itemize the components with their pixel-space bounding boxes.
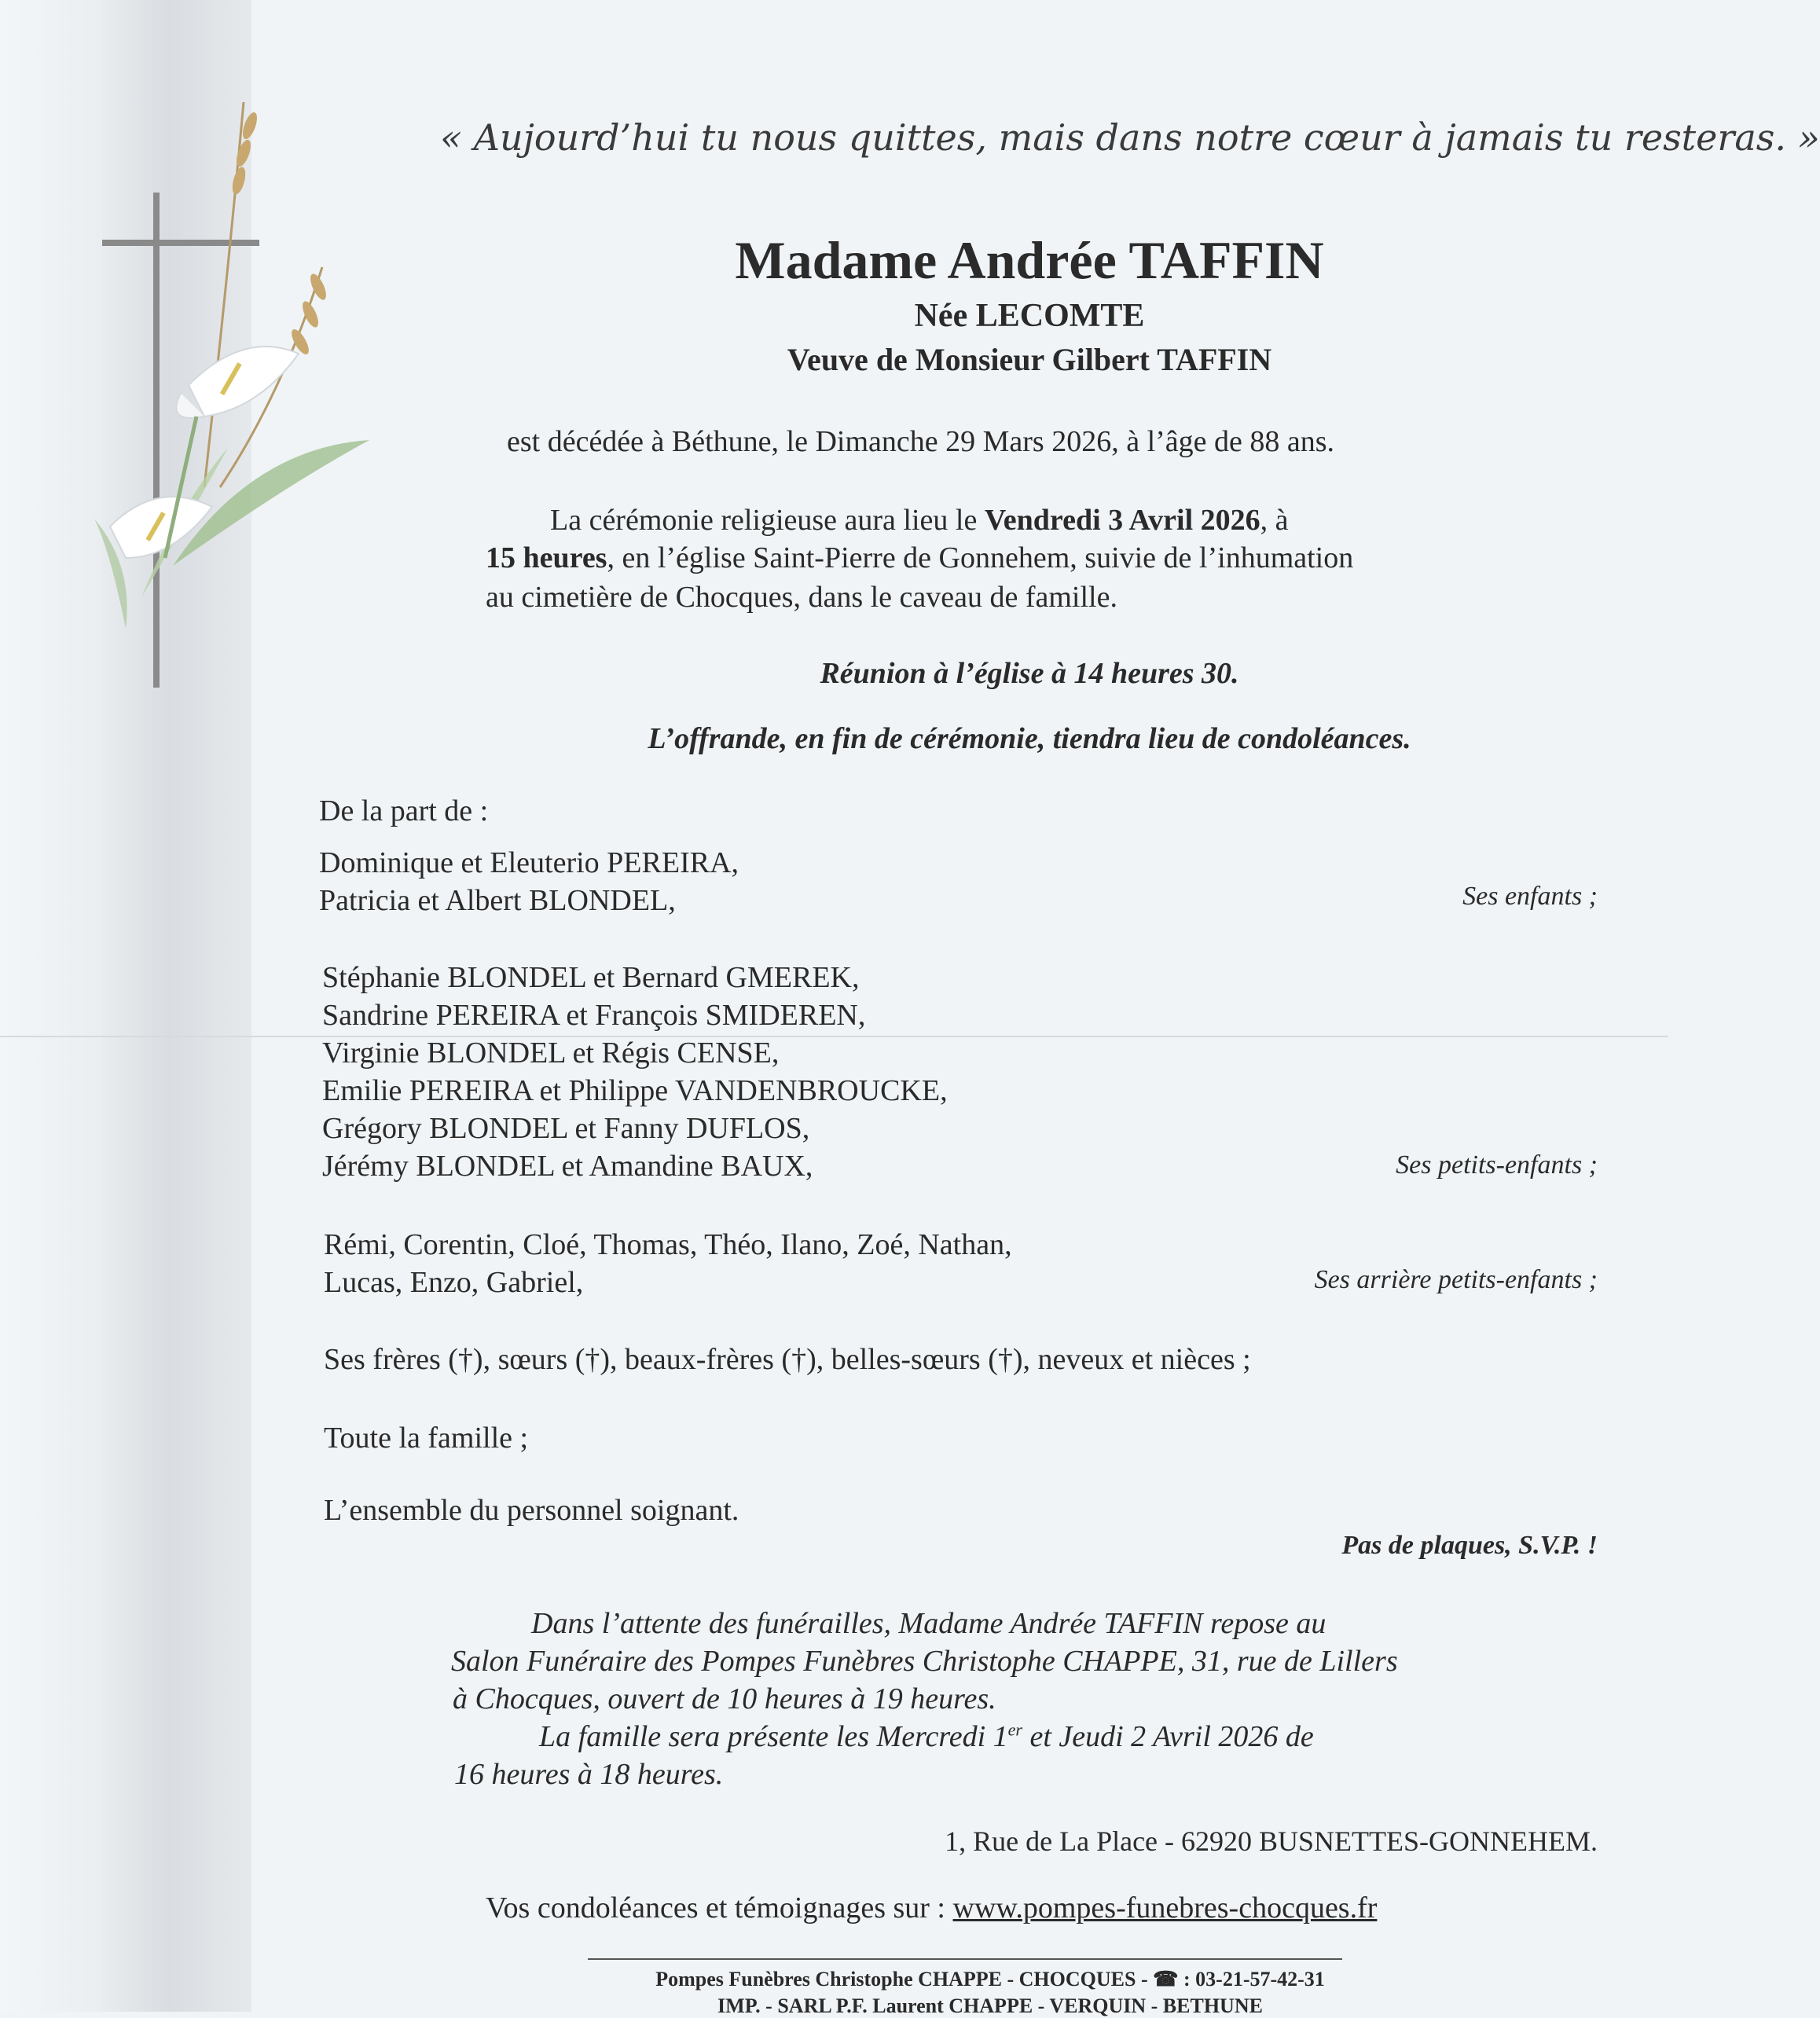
ceremony-line-1 (550, 503, 1289, 538)
family-address: 1, Rue de La Place - 62920 BUSNETTES-GONNEHEM. (945, 1825, 1598, 1857)
grandchild-name: Sandrine PEREIRA et François SMIDEREN, (322, 999, 866, 1032)
condolences-link[interactable]: www.pompes-funebres-chocques.fr (952, 1891, 1378, 1924)
visiting-ordinal: er (1007, 1719, 1022, 1740)
death-announcement: est décédée à Béthune, le Dimanche 29 Mars 2026, à l’âge de 88 ans. (507, 425, 1335, 458)
ceremony-text: , à (1260, 504, 1289, 537)
funeral-home-line-3: à Chocques, ouvert de 10 heures à 19 heures. (453, 1682, 996, 1715)
visiting-text: et Jeudi 2 Avril 2026 de (1022, 1720, 1314, 1753)
grandchild-name: Virginie BLONDEL et Régis CENSE, (322, 1037, 780, 1070)
great-grandchild-names: Lucas, Enzo, Gabriel, (324, 1266, 584, 1299)
ceremony-text: , en l’église Saint-Pierre de Gonnehem, suivie de l’inhumation (607, 541, 1354, 574)
child-name: Patricia et Albert BLONDEL, (319, 884, 676, 917)
from-label: De la part de : (319, 794, 489, 827)
maiden-name: Née LECOMTE (914, 298, 1145, 334)
funeral-home-line-5: 16 heures à 18 heures. (454, 1758, 724, 1791)
ceremony-time: 15 heures (486, 541, 607, 574)
funeral-home-line-2: Salon Funéraire des Pompes Funèbres Christophe CHAPPE, 31, rue de Lillers (451, 1645, 1398, 1678)
children-label: Ses enfants ; (1462, 882, 1598, 911)
condolences-line (486, 1891, 1377, 1925)
great-grandchild-names: Rémi, Corentin, Cloé, Thomas, Théo, Ilano, Zoé, Nathan, (324, 1228, 1012, 1261)
footer-rule (588, 1958, 1342, 1960)
grandchild-name: Grégory BLONDEL et Fanny DUFLOS, (322, 1112, 810, 1145)
no-plaques-note: Pas de plaques, S.V.P. ! (1341, 1531, 1598, 1560)
deceased-name: Madame Andrée TAFFIN (735, 230, 1324, 290)
visiting-text: La famille sera présente les Mercredi 1 (539, 1720, 1008, 1753)
cross-lily-wheat-icon (47, 79, 377, 676)
ceremony-date: Vendredi 3 Avril 2026 (984, 504, 1260, 537)
footer-funeral-home: Pompes Funèbres Christophe CHAPPE - CHOCQUES - ☎ : 03-21-57-42-31 (655, 1968, 1325, 1990)
staff-line: L’ensemble du personnel soignant. (324, 1494, 739, 1527)
paper-fold-line (0, 1036, 1668, 1037)
siblings-line: Ses frères (†), sœurs (†), beaux-frères (†), belles-sœurs (†), neveux et nièces ; (324, 1343, 1251, 1376)
grandchild-name: Stéphanie BLONDEL et Bernard GMEREK, (322, 961, 860, 994)
footer-printer: IMP. - SARL P.F. Laurent CHAPPE - VERQUIN - BETHUNE (717, 1994, 1263, 2017)
meeting-time: Réunion à l’église à 14 heures 30. (820, 657, 1239, 690)
child-name: Dominique et Eleuterio PEREIRA, (319, 846, 739, 879)
epitaph-quote: « Aujourd’hui tu nous quittes, mais dans notre cœur à jamais tu resteras. » (440, 116, 1820, 159)
condolences-text: Vos condoléances et témoignages sur : (486, 1891, 953, 1924)
ceremony-line-2 (486, 541, 1353, 575)
ceremony-line-3: au cimetière de Chocques, dans le caveau de famille. (486, 581, 1117, 614)
funeral-home-line-4 (539, 1719, 1314, 1754)
widow-of: Veuve de Monsieur Gilbert TAFFIN (787, 342, 1272, 377)
offering-note: L’offrande, en fin de cérémonie, tiendra lieu de condoléances. (648, 722, 1411, 755)
great-grandchildren-label: Ses arrière petits-enfants ; (1314, 1265, 1598, 1294)
grandchild-name: Emilie PEREIRA et Philippe VANDENBROUCKE, (322, 1074, 948, 1107)
grandchildren-label: Ses petits-enfants ; (1396, 1150, 1598, 1180)
ceremony-text: La cérémonie religieuse aura lieu le (550, 504, 985, 537)
grandchild-name: Jérémy BLONDEL et Amandine BAUX, (322, 1150, 813, 1183)
family-line: Toute la famille ; (324, 1422, 529, 1455)
funeral-home-line-1: Dans l’attente des funérailles, Madame Andrée TAFFIN repose au (531, 1607, 1326, 1640)
